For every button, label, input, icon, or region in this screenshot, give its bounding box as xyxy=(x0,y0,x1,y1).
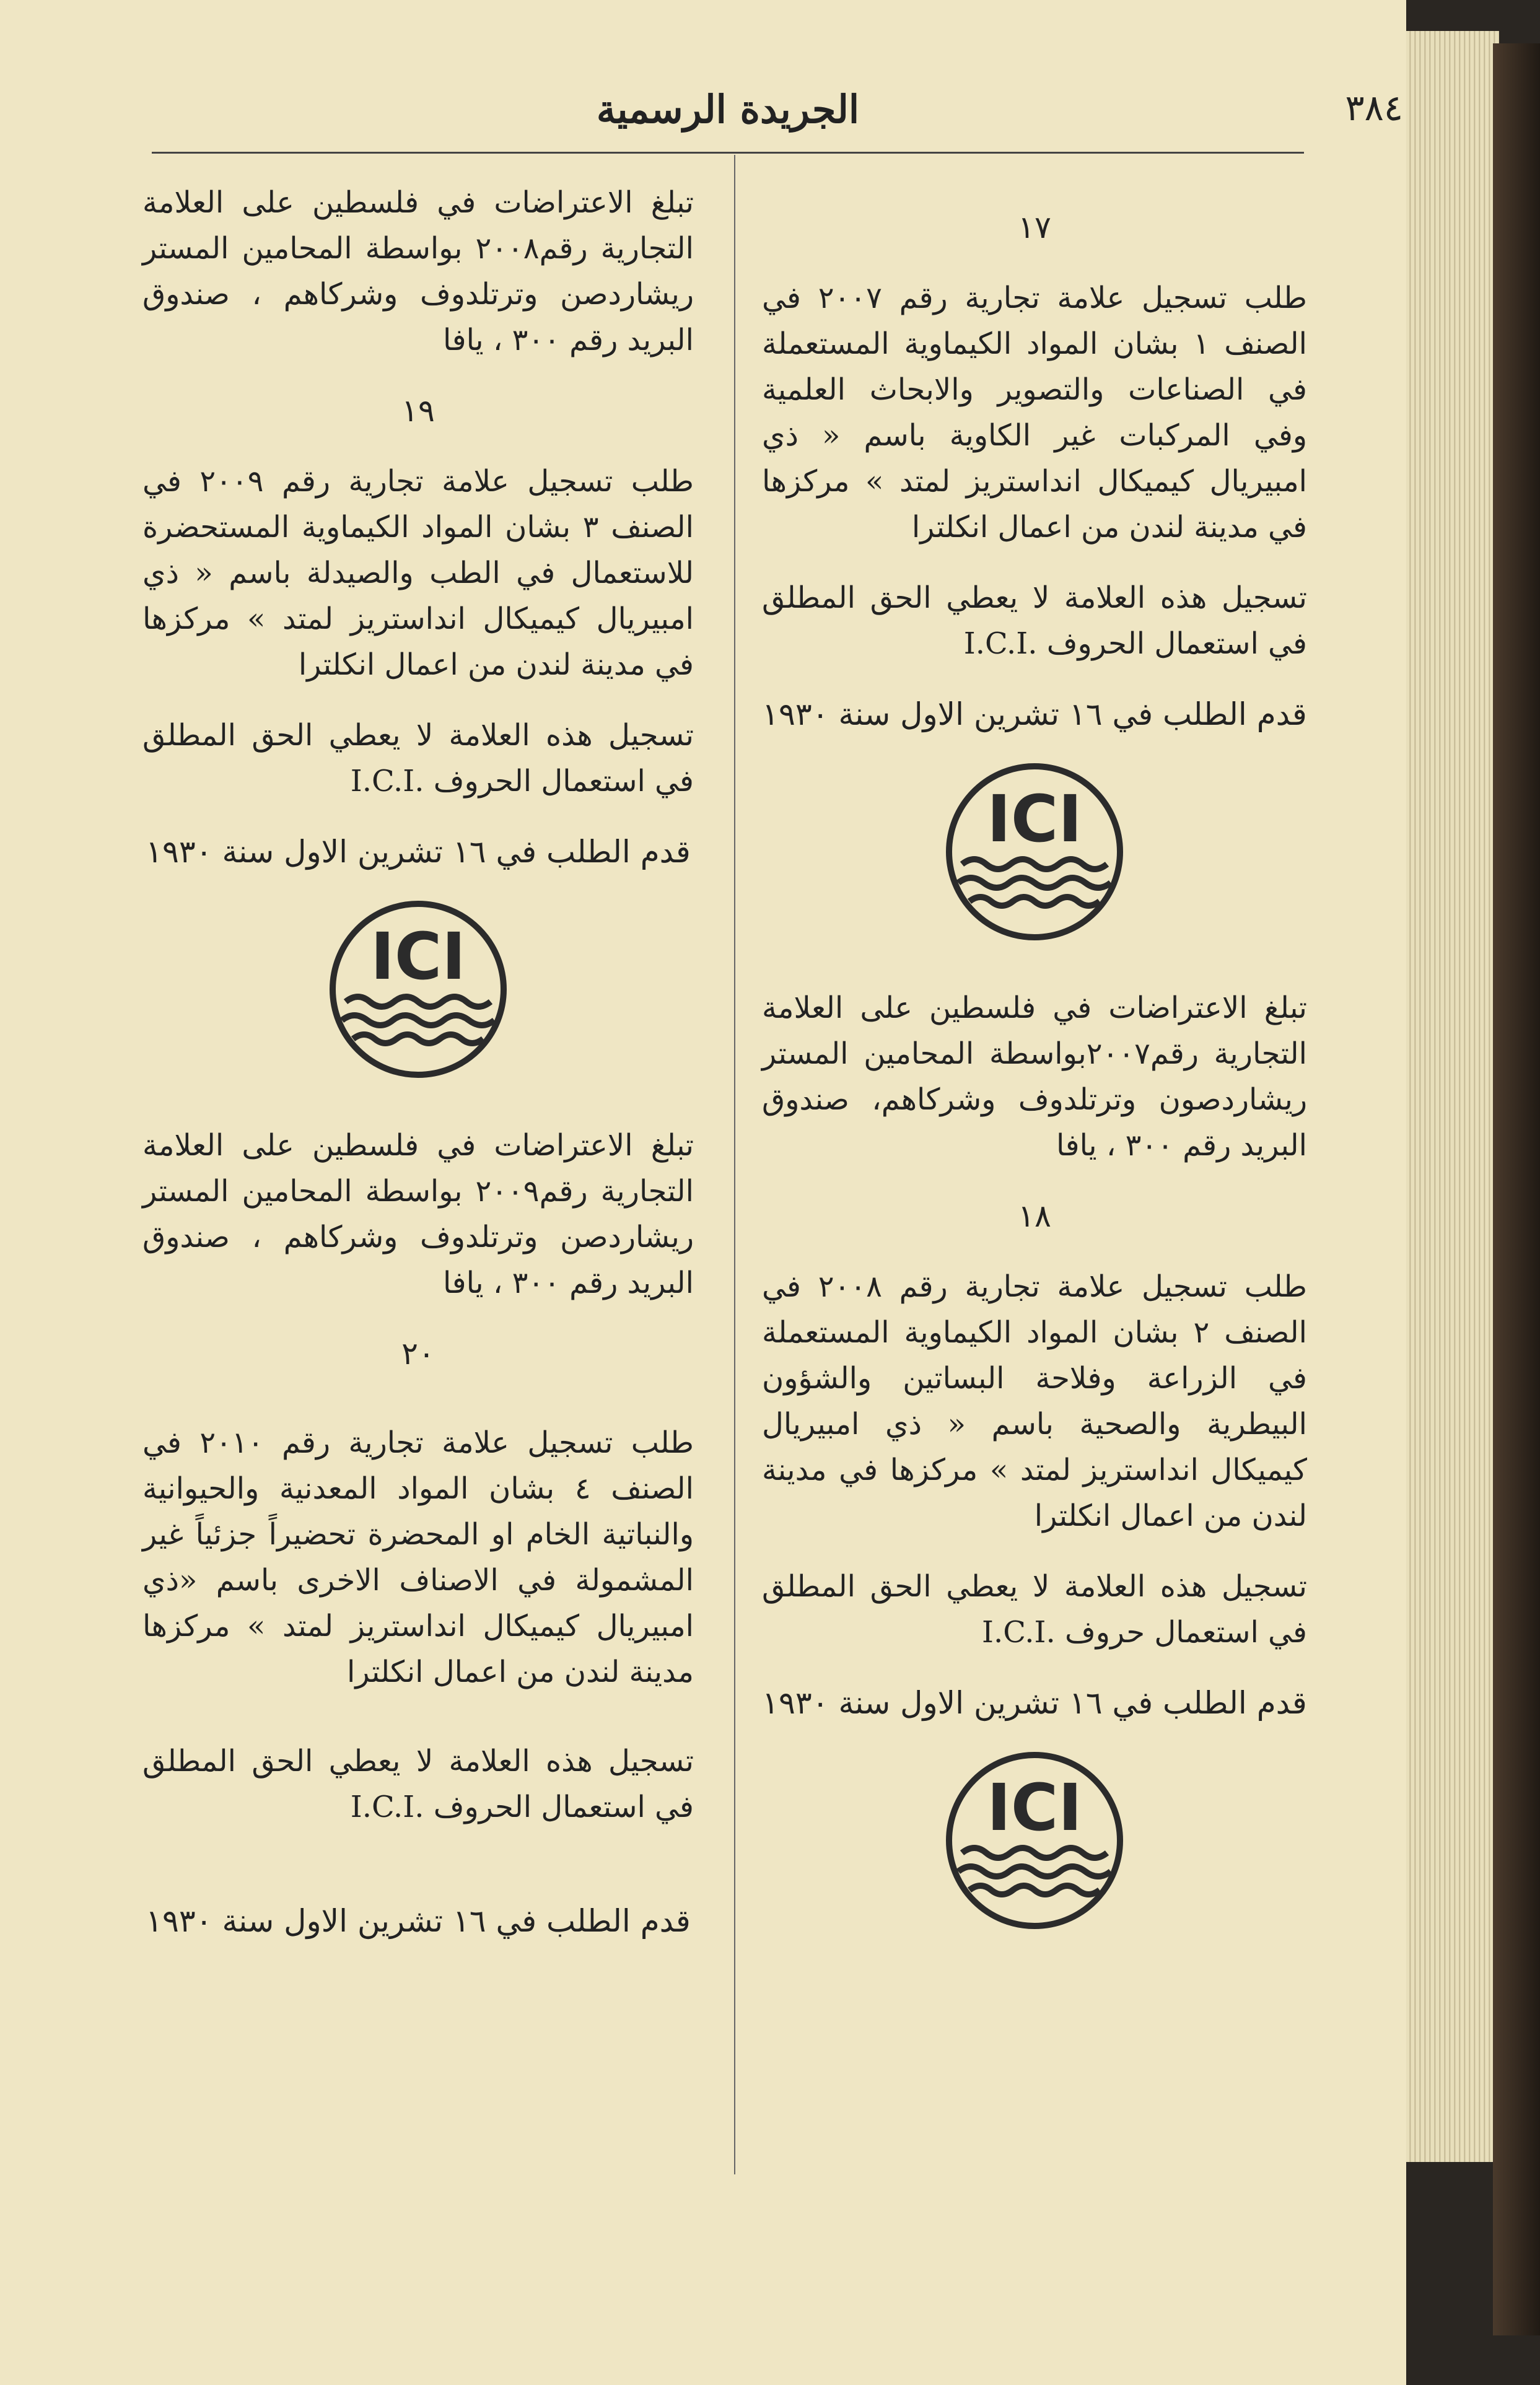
left-column xyxy=(142,180,694,1969)
entry-19-note: تسجيل هذه العلامة لا يعطي الحق المطلق في استعمال الحروف .I.C.I xyxy=(142,718,694,799)
entry-18-objections: تبلغ الاعتراضات في فلسطين على العلامة التجارية رقم٢٠٠٨ بواسطة المحامين المستر ريشاردصن وترتلدوف وشركاهم ، صندوق البريد رقم ٣٠٠ ، يافا xyxy=(142,185,694,357)
ici-logo-text: ICI xyxy=(370,919,466,994)
entry-18-date: قدم الطلب في ١٦ تشرين الاول سنة ١٩٣٠ xyxy=(762,1685,1307,1721)
entry-20-request: طلب تسجيل علامة تجارية رقم ٢٠١٠ في الصنف ٤ بشان المواد المعدنية والحيوانية والنباتية الخام او المحضرة تحضيراً جزئياً غير المشمولة في الاصناف الاخرى باسم «ذي امبيريال كيميكال انداستريز لمتد » مركزها مدينة لندن من اعمال انكلترا xyxy=(142,1425,694,1689)
entry-number-18: ١٨ xyxy=(1018,1198,1051,1234)
entry-17-date: قدم الطلب في ١٦ تشرين الاول سنة ١٩٣٠ xyxy=(762,696,1307,732)
entry-19-objections: تبلغ الاعتراضات في فلسطين على العلامة التجارية رقم٢٠٠٩ بواسطة المحامين المستر ريشاردصن وترتلدوف وشركاهم ، صندوق البريد رقم ٣٠٠ ، يافا xyxy=(142,1128,694,1300)
entry-17-objections: تبلغ الاعتراضات في فلسطين على العلامة التجارية رقم٢٠٠٧بواسطة المحامين المستر ريشاردصون وترتلدوف وشركاهم، صندوق البريد رقم ٣٠٠ ، يافا xyxy=(762,991,1308,1163)
entry-20-note: تسجيل هذه العلامة لا يعطي الحق المطلق في استعمال الحروف .I.C.I xyxy=(142,1744,694,1824)
entry-17-request: طلب تسجيل علامة تجارية رقم ٢٠٠٧ في الصنف ١ بشان المواد الكيماوية المستعملة في الصناعات والتصوير والابحاث العلمية وفي المركبات غير الكاوية باسم « ذي امبيريال كيميكال انداستريز لمتد » مركزها في مدينة لندن من اعمال انكلترا xyxy=(762,281,1307,545)
page-edges xyxy=(1406,31,1499,2162)
header-rule xyxy=(152,152,1304,154)
entry-number-17: ١٧ xyxy=(1018,209,1051,245)
page-header xyxy=(152,87,1403,149)
ici-logo-text: ICI xyxy=(987,781,1082,857)
book-binding xyxy=(1493,43,1540,2335)
entry-number-19: ١٩ xyxy=(401,393,435,429)
entry-20-date: قدم الطلب في ١٦ تشرين الاول سنة ١٩٣٠ xyxy=(146,1903,691,1939)
column-divider xyxy=(734,155,735,2174)
entry-19-date: قدم الطلب في ١٦ تشرين الاول سنة ١٩٣٠ xyxy=(146,834,691,870)
ici-logo-icon xyxy=(328,899,508,1079)
page-number: ٣٨٤ xyxy=(1345,87,1403,129)
entry-17-note: تسجيل هذه العلامة لا يعطي الحق المطلق في استعمال الحروف .I.C.I xyxy=(762,580,1307,661)
ici-logo-icon xyxy=(945,762,1124,942)
entry-18-note: تسجيل هذه العلامة لا يعطي الحق المطلق في استعمال حروف .I.C.I xyxy=(762,1569,1307,1650)
ici-logo-icon xyxy=(945,1751,1124,1930)
entry-19-request: طلب تسجيل علامة تجارية رقم ٢٠٠٩ في الصنف ٣ بشان المواد الكيماوية المستحضرة للاستعمال في الطب والصيدلة باسم « ذي امبيريال كيميكال انداستريز لمتد » مركزها في مدينة لندن من اعمال انكلترا xyxy=(142,464,694,682)
entry-18-request: طلب تسجيل علامة تجارية رقم ٢٠٠٨ في الصنف ٢ بشان المواد الكيماوية المستعملة في الزراعة وفلاحة البساتين والشؤون البيطرية والصحية باسم « ذي امبيريال كيميكال انداستريز لمتد » مركزها في مدينة لندن من اعمال انكلترا xyxy=(762,1269,1307,1533)
gazette-title: الجريدة الرسمية xyxy=(596,87,860,132)
ici-logo-text: ICI xyxy=(987,1770,1082,1845)
right-column xyxy=(762,180,1307,1974)
entry-number-20: ٢٠ xyxy=(401,1336,435,1372)
